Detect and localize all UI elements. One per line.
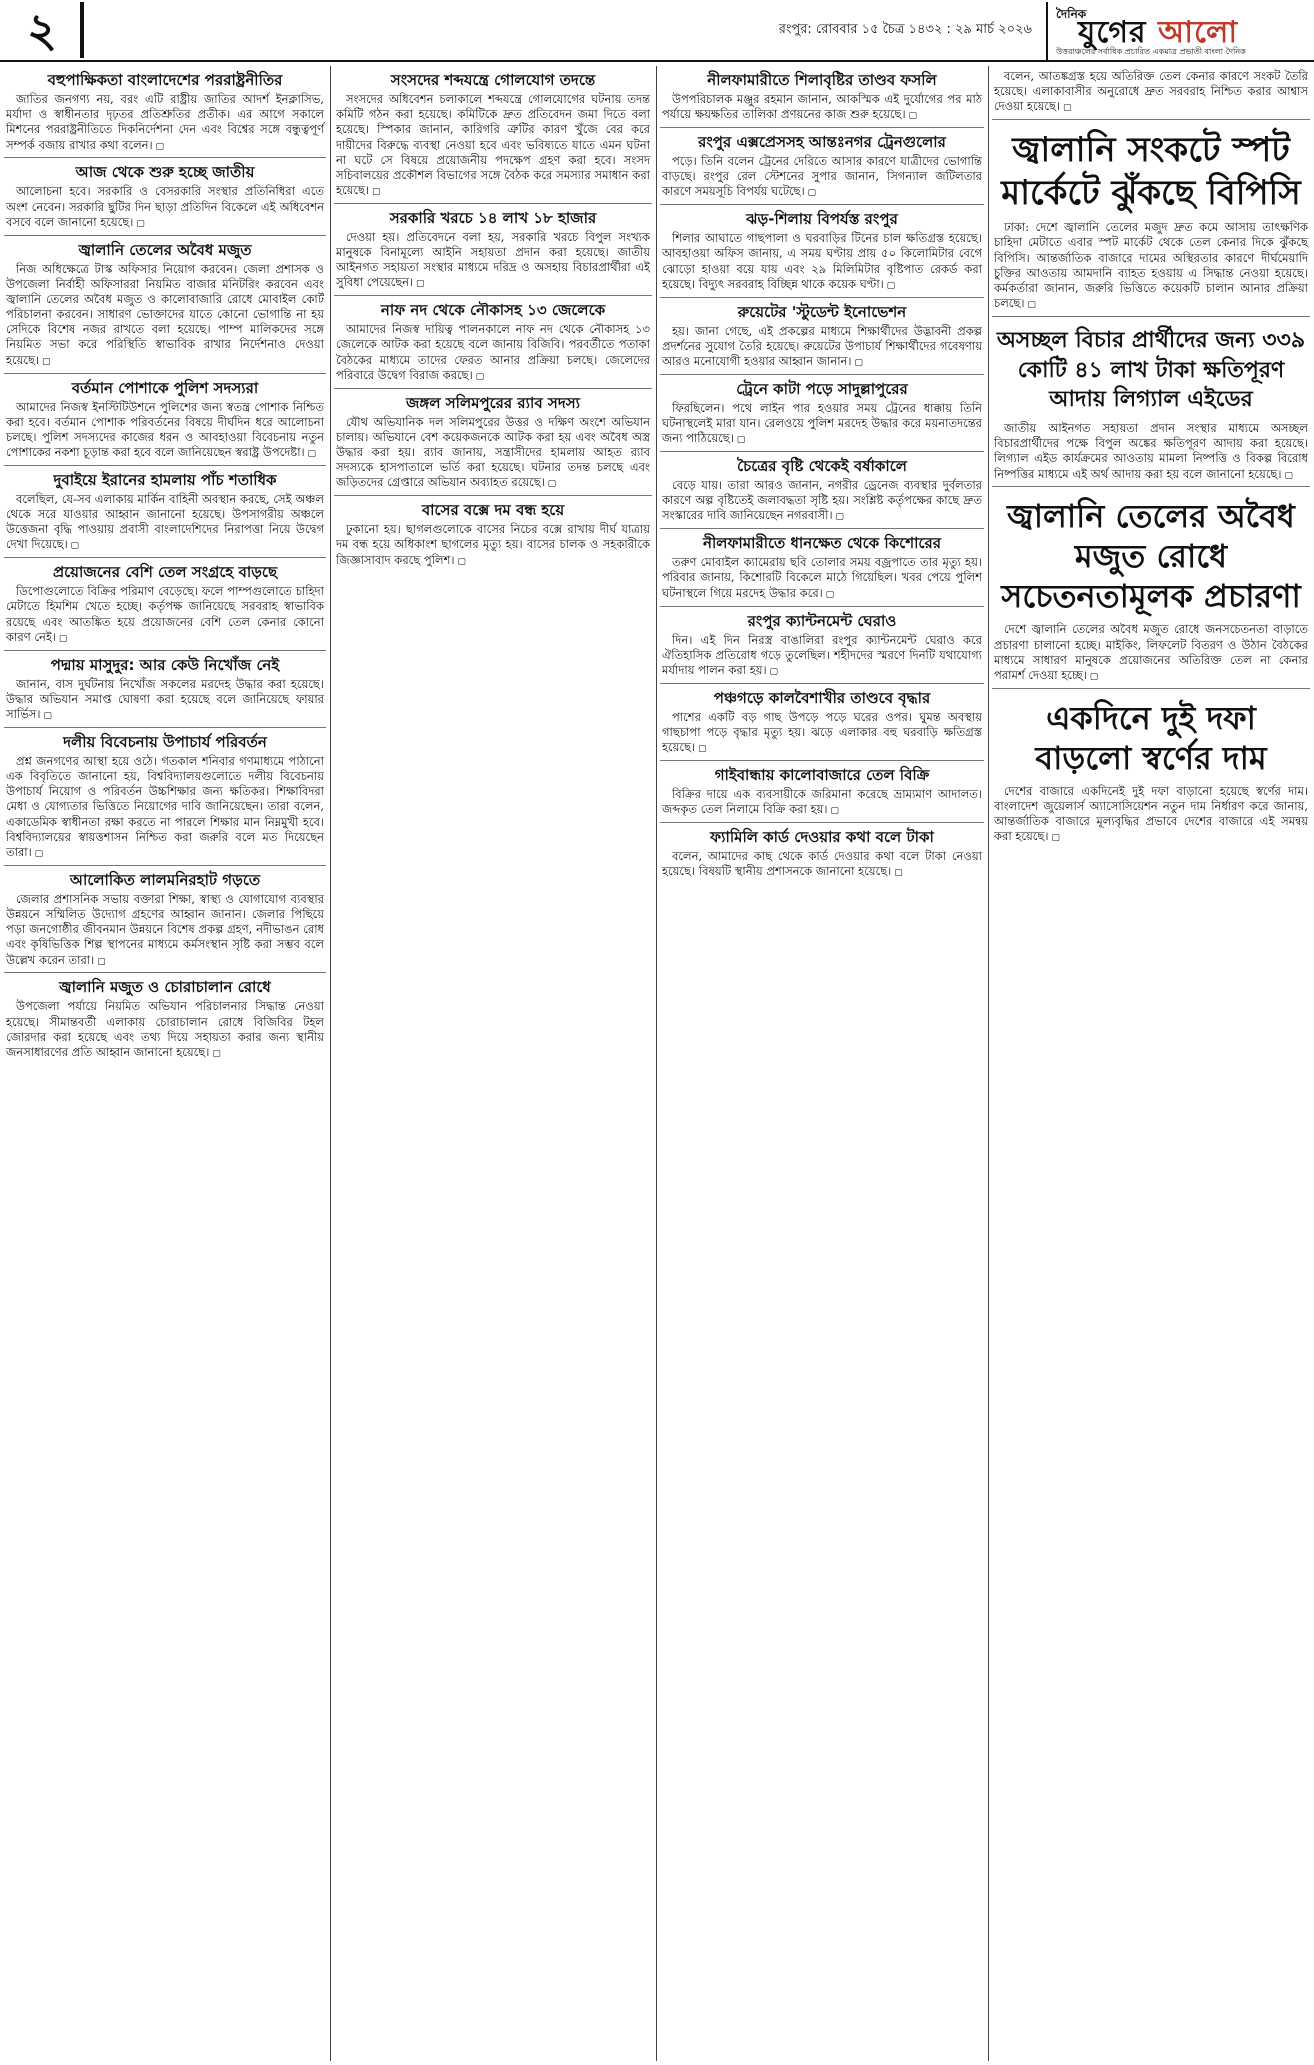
story-headline: জ্বালানি তেলের অবৈধ মজুত রোধে সচেতনতামূলক প্রচারণা bbox=[1001, 497, 1301, 616]
story-headline: আলোকিত লালমনিরহাট গড়তে bbox=[69, 870, 261, 889]
story-headline: পঞ্চগড়ে কালবৈশাখীর তাণ্ডবে বৃদ্ধার bbox=[713, 688, 931, 707]
page-number-divider bbox=[80, 2, 84, 58]
news-story[interactable] bbox=[4, 158, 326, 235]
news-story[interactable] bbox=[4, 558, 326, 650]
news-story[interactable] bbox=[334, 496, 652, 572]
lead-story[interactable] bbox=[992, 120, 1310, 317]
logo-tagline: উত্তরাঞ্চলের সর্বাধিক প্রচারিত একমাত্র প্রভাতী বাংলা দৈনিক bbox=[1056, 47, 1246, 56]
news-story[interactable] bbox=[4, 973, 326, 1064]
news-story[interactable] bbox=[660, 375, 984, 452]
story-body: জানান, বাস দুর্ঘটনায় নিখোঁজ সকলের মরদেহ উদ্ধার করা হয়েছে। উদ্ধার অভিযান সমাপ্ত ঘোষণা করা হয়েছে বলে জানিয়েছে ফায়ার সার্ভিস। ▢ bbox=[6, 677, 324, 723]
logo-word-main: যুগের bbox=[1078, 15, 1147, 50]
story-headline: বাসের বক্সে দম বন্ধ হয়ে bbox=[421, 501, 565, 520]
news-story[interactable] bbox=[660, 684, 984, 761]
story-body: নিজ অধিক্ষেত্রে টাস্ক অফিসার নিয়োগ করবেন। জেলা প্রশাসক ও উপজেলা নির্বাহী অফিসাররা নিয়মিত বাজার মনিটরিং করবেন এবং জ্বালানি তেলের অবৈধ মজুত ও কালোবাজারি রোধে মোবাইল কোর্ট পরিচালনা করবেন। সাধারণ ভোক্তাদের যাতে কোনো ভোগান্তি না হয় সেদিকে বিশেষ নজর রাখতে বলা হয়েছে। পাম্প মালিকদের সঙ্গে নিয়মিত সভা করে পরিস্থিতি স্বাভাবিক রাখার নির্দেশনাও দেওয়া হয়েছে। ▢ bbox=[6, 262, 324, 369]
story-body: সংসদের অধিবেশন চলাকালে শব্দযন্ত্রে গোলযোগের ঘটনায় তদন্ত কমিটি গঠন করা হয়েছে। কমিটিকে দ্রুত প্রতিবেদন জমা দিতে বলা হয়েছে। স্পিকার জানান, কারিগরি ত্রুটির কারণ খুঁজে বের করে দায়ীদের বিরুদ্ধে ব্যবস্থা নেওয়া হবে এবং ভবিষ্যতে যাতে এমন ঘটনা না ঘটে সে বিষয়ে প্রয়োজনীয় পদক্ষেপ গ্রহণ করা হবে। সংসদ সচিবালয়ের প্রকৌশল বিভাগের সঙ্গে বৈঠক করে সমস্যার সমাধান করা হয়েছে। ▢ bbox=[336, 92, 650, 199]
story-headline: চৈত্রের বৃষ্টি থেকেই বর্ষাকালে bbox=[737, 457, 907, 476]
lead-headline: জ্বালানি সংকটে স্পট মার্কেটে ঝুঁকছে বিপিসি bbox=[1001, 130, 1301, 213]
story-headline: জ্বালানি মজুত ও চোরাচালান রোধে bbox=[59, 978, 271, 997]
story-headline: জঙ্গল সলিমপুরের র‍্যাব সদস্য bbox=[406, 393, 580, 412]
story-body: পড়ে। তিনি বলেন ট্রেনের দেরিতে আসার কারণে যাত্রীদের ভোগান্তি বাড়ছে। রংপুর রেল স্টেশনের সুপার জানান, সিগন্যাল জটিলতার কারণে সময়সূচি বিপর্যয় ঘটেছে। ▢ bbox=[662, 154, 982, 200]
news-story[interactable] bbox=[660, 607, 984, 684]
story-headline: পদ্মায় মাসুদুর: আর কেউ নিখোঁজ নেই bbox=[50, 655, 280, 674]
page-number: ২ bbox=[27, 3, 57, 57]
story-headline: সংসদের শব্দযন্ত্রে গোলযোগ তদন্তে bbox=[390, 71, 596, 89]
story-headline: ট্রেনে কাটা পড়ে সাদুল্লাপুরের bbox=[736, 379, 908, 398]
story-body: জাতীয় আইনগত সহায়তা প্রদান সংস্থার মাধ্যমে অসচ্ছল বিচারপ্রার্থীদের পক্ষে বিপুল অঙ্কের ক্ষতিপূরণ আদায় করা হয়েছে। লিগ্যাল এইড কার্যক্রমের আওতায় মামলা নিষ্পত্তি ও বিকল্প বিরোধ নিষ্পত্তির মাধ্যমে এই অর্থ আদায় করা হয় বলে জানানো হয়েছে। ▢ bbox=[994, 421, 1308, 482]
story-body: ফিরছিলেন। পথে লাইন পার হওয়ার সময় ট্রেনের ধাক্কায় তিনি ঘটনাস্থলেই মারা যান। রেলওয়ে পুলিশ মরদেহ উদ্ধার করে ময়নাতদন্তের জন্য পাঠিয়েছে। ▢ bbox=[662, 401, 982, 447]
news-story[interactable] bbox=[4, 236, 326, 374]
story-headline: রুয়েটের 'স্টুডেন্ট ইনোভেশন bbox=[737, 302, 907, 321]
dateline: রংপুর: রোববার ১৫ চৈত্র ১৪৩২ : ২৯ মার্চ ২০২৬ bbox=[778, 22, 1032, 37]
news-story[interactable] bbox=[660, 529, 984, 606]
story-body: তরুণ মোবাইল ক্যামেরায় ছবি তোলার সময় বজ্রপাতে তার মৃত্যু হয়। পরিবার জানায়, কিশোরটি বিকেলে মাঠে গিয়েছিল। খবর পেয়ে পুলিশ ঘটনাস্থলে গিয়ে মরদেহ উদ্ধার করে। ▢ bbox=[662, 555, 982, 601]
column-1 bbox=[4, 66, 326, 2061]
story-body: ডিপোগুলোতে বিক্রির পরিমাণ বেড়েছে। ফলে পাম্পগুলোতে চাহিদা মেটাতে হিমশিম খেতে হচ্ছে। কর্তৃপক্ষ জানিয়েছে সরবরাহ স্বাভাবিক রয়েছে এবং আতঙ্কিত হয়ে প্রয়োজনের বেশি তেল কেনার কোনো কারণ নেই। ▢ bbox=[6, 584, 324, 645]
news-story[interactable] bbox=[334, 389, 652, 497]
story-body: বলেন, আতঙ্কগ্রস্ত হয়ে অতিরিক্ত তেল কেনার কারণে সংকট তৈরি হয়েছে। এলাকাবাসীর অনুরোধে দ্রুত সরবরাহ নিশ্চিত করার আশ্বাস দেওয়া হয়েছে। ▢ bbox=[994, 69, 1308, 115]
story-headline: প্রয়োজনের বেশি তেল সংগ্রহে বাড়ছে bbox=[52, 563, 278, 582]
news-story[interactable] bbox=[660, 128, 984, 205]
story-headline: সরকারি খরচে ১৪ লাখ ১৮ হাজার bbox=[389, 208, 597, 227]
news-story[interactable] bbox=[992, 317, 1310, 487]
story-headline: ঝড়-শিলায় বিপর্যস্ত রংপুর bbox=[746, 210, 898, 229]
story-body: যৌথ অভিযানিক দল সলিমপুরের উত্তর ও দক্ষিণ অংশে অভিযান চালায়। অভিযানে বেশ কয়েকজনকে আটক করা হয় এবং অবৈধ অস্ত্র উদ্ধার করা হয়। র‍্যাব জানায়, সন্ত্রাসীদের হামলায় আহত র‍্যাব সদস্যকে হাসপাতালে ভর্তি করা হয়েছে। ঘটনার তদন্ত চলছে এবং জড়িতদের গ্রেপ্তারে অভিযান অব্যাহত রয়েছে। ▢ bbox=[336, 415, 650, 492]
story-body: শিলার আঘাতে গাছপালা ও ঘরবাড়ির টিনের চাল ক্ষতিগ্রস্ত হয়েছে। আবহাওয়া অফিস জানায়, এ সময় ঘণ্টায় প্রায় ৫০ কিলোমিটার বেগে ঝোড়ো হাওয়া বয়ে যায় এবং ২৯ মিলিমিটার বৃষ্টিপাত রেকর্ড করা হয়েছে। বিদ্যুৎ সরবরাহ বিচ্ছিন্ন থাকে কয়েক ঘণ্টা। ▢ bbox=[662, 231, 982, 292]
story-headline: ফ্যামিলি কার্ড দেওয়ার কথা বলে টাকা bbox=[710, 828, 934, 847]
story-body: দিন। এই দিন নিরস্ত্র বাঙালিরা রংপুর ক্যান্টনমেন্ট ঘেরাও করে ঐতিহাসিক প্রতিরোধ গড়ে তুলেছিল। শহীদদের স্মরণে দিনটি যথাযোগ্য মর্যাদায় পালন করা হয়। ▢ bbox=[662, 633, 982, 679]
column-divider bbox=[988, 66, 989, 2061]
column-divider bbox=[330, 66, 331, 2061]
story-body: উপজেলা পর্যায়ে নিয়মিত অভিযান পরিচালনার সিদ্ধান্ত নেওয়া হয়েছে। সীমান্তবর্তী এলাকায় চোরাচালান রোধে বিজিবির টহল জোরদার করা হয়েছে এবং তথ্য দিয়ে সহায়তা করার জন্য স্থানীয় জনসাধারণের প্রতি আহ্বান জানানো হয়েছে। ▢ bbox=[6, 999, 324, 1060]
news-story[interactable] bbox=[334, 66, 652, 204]
story-body: জাতির জনগণ্য নয়, বরং এটি রাষ্ট্রীয় জাতির আদর্শ ইনক্লাসিভ, মর্যাদা ও স্বাধীনতার দৃঢ়তর প্রতিশ্রুতির প্রতীক। এর আগে সকালে মিশনের পররাষ্ট্রনীতিতে দিকনির্দেশনা দেন এবং বিশ্বের সঙ্গে বন্ধুত্বপূর্ণ সম্পর্ক বজায় রাখার কথা বলেন। ▢ bbox=[6, 92, 324, 153]
story-body: দেশে জ্বালানি তেলের অবৈধ মজুত রোধে জনসচেতনতা বাড়াতে প্রচারণা চালানো হচ্ছে। মাইকিং, লিফলেট বিতরণ ও উঠান বৈঠকের মাধ্যমে সাধারণ মানুষকে প্রয়োজনের অতিরিক্ত তেল না কেনার পরামর্শ দেওয়া হচ্ছে। ▢ bbox=[994, 622, 1308, 683]
story-body: দেওয়া হয়। প্রতিবেদনে বলা হয়, সরকারি খরচে বিপুল সংখ্যক মানুষকে বিনামূল্যে আইনি সহায়তা প্রদান করা হয়েছে। জাতীয় আইনগত সহায়তা সংস্থার মাধ্যমে দরিদ্র ও অসহায় বিচারপ্রার্থীরা এই সুবিধা পেয়েছেন। ▢ bbox=[336, 230, 650, 291]
logo-word-accent: আলো bbox=[1157, 15, 1239, 50]
story-body: বলেছিল, যে-সব এলাকায় মার্কিন বাহিনী অবস্থান করছে, সেই অঞ্চল থেকে সরে যাওয়ার আহ্বান জানানো হয়েছে। উপসাগরীয় অঞ্চলে উত্তেজনা বৃদ্ধি পাওয়ায় প্রবাসী বাংলাদেশিদের নিরাপত্তা নিয়ে উদ্বেগ দেখা দিয়েছে। ▢ bbox=[6, 492, 324, 553]
story-body: আলোচনা হবে। সরকারি ও বেসরকারি সংস্থার প্রতিনিধিরা এতে অংশ নেবেন। সরকারি ছুটির দিন ছাড়া প্রতিদিন বিকেলে এই অধিবেশন বসবে বলে জানানো হয়েছে। ▢ bbox=[6, 184, 324, 230]
news-story[interactable] bbox=[334, 204, 652, 296]
news-story[interactable] bbox=[992, 487, 1310, 688]
column-4 bbox=[992, 66, 1310, 2061]
story-headline: রংপুর ক্যান্টনমেন্ট ঘেরাও bbox=[747, 611, 897, 630]
news-story[interactable] bbox=[4, 651, 326, 728]
masthead bbox=[0, 0, 1314, 62]
story-body: আমাদের নিজস্ব ইনস্টিটিউশনে পুলিশের জন্য স্বতন্ত্র পোশাক নিশ্চিত করা হবে। বর্তমান পোশাক পরিবর্তনের বিষয়ে দীর্ঘদিন ধরে আলোচনা চলছে। পুলিশ সদস্যদের কাজের ধরন ও আবহাওয়া বিবেচনায় নতুন পোশাকের নকশা চূড়ান্ত করা হবে বলে জানিয়েছেন স্বরাষ্ট্র উপদেষ্টা। ▢ bbox=[6, 400, 324, 461]
story-headline: দুবাইয়ে ইরানের হামলায় পাঁচ শতাধিক bbox=[53, 470, 277, 489]
story-headline: দলীয় বিবেচনায় উপাচার্য পরিবর্তন bbox=[63, 732, 267, 751]
story-body: উপপরিচালক মঞ্জুর রহমান জানান, আকস্মিক এই দুর্যোগের পর মাঠ পর্যায়ে ক্ষয়ক্ষতির তালিকা প্রণয়নের কাজ শুরু হয়েছে। ▢ bbox=[662, 92, 982, 123]
news-story[interactable] bbox=[4, 466, 326, 558]
news-story[interactable] bbox=[4, 374, 326, 466]
news-story[interactable] bbox=[660, 452, 984, 529]
story-body: জেলার প্রশাসনিক সভায় বক্তারা শিক্ষা, স্বাস্থ্য ও যোগাযোগ ব্যবস্থার উন্নয়নে সম্মিলিত উদ্যোগ গ্রহণের আহ্বান জানান। জেলার পিছিয়ে পড়া জনগোষ্ঠীর জীবনমান উন্নয়নে বিশেষ প্রকল্প গ্রহণ, নদীভাঙন রোধ এবং কৃষিভিত্তিক শিল্প স্থাপনের মাধ্যমে কর্মসংস্থান সৃষ্টি করা সম্ভব বলে উল্লেখ করেন তারা। ▢ bbox=[6, 892, 324, 969]
story-headline: নীলফামারীতে ধানক্ষেত থেকে কিশোরের bbox=[703, 534, 941, 553]
news-story[interactable] bbox=[4, 866, 326, 974]
news-story[interactable] bbox=[992, 66, 1310, 120]
story-body: ঢুকানো হয়। ছাগলগুলোকে বাসের নিচের বক্সে রাখায় দীর্ঘ যাত্রায় দম বন্ধ হয়ে অধিকাংশ ছাগলের মৃত্যু হয়। বাসের চালক ও সহকারীকে জিজ্ঞাসাবাদ করছে পুলিশ। ▢ bbox=[336, 522, 650, 568]
story-headline: জ্বালানি তেলের অবৈধ মজুত bbox=[78, 240, 252, 259]
column-2 bbox=[334, 66, 652, 2061]
news-story[interactable] bbox=[4, 728, 326, 866]
story-body: বেড়ে যায়। তারা আরও জানান, নগরীর ড্রেনেজ ব্যবস্থার দুর্বলতার কারণে অল্প বৃষ্টিতেই জলাবদ্ধতা সৃষ্টি হয়। সংশ্লিষ্ট কর্তৃপক্ষের কাছে দ্রুত সংস্কারের দাবি জানিয়েছেন নগরবাসী। ▢ bbox=[662, 478, 982, 524]
news-story[interactable] bbox=[660, 66, 984, 128]
story-headline: আজ থেকে শুরু হচ্ছে জাতীয় bbox=[75, 163, 255, 182]
newspaper-logo bbox=[1046, 2, 1308, 60]
story-body: আমাদের নিজস্ব দায়িত্ব পালনকালে নাফ নদ থেকে নৌকাসহ ১৩ জেলেকে আটক করা হয়েছে বলে জানায় বিজিবি। পরবর্তীতে পতাকা বৈঠকের মাধ্যমে তাদের ফেরত আনার প্রক্রিয়া চলছে। জেলেদের পরিবারে উদ্বেগ বিরাজ করছে। ▢ bbox=[336, 322, 650, 383]
story-body: দেশের বাজারে একদিনেই দুই দফা বাড়ানো হয়েছে স্বর্ণের দাম। বাংলাদেশ জুয়েলার্স অ্যাসোসিয়েশন নতুন দাম নির্ধারণ করে জানায়, আন্তর্জাতিক বাজারে মূল্যবৃদ্ধির প্রভাবে দেশের বাজারে এই সমন্বয় করা হয়েছে। ▢ bbox=[994, 784, 1308, 845]
story-headline: বর্তমান পোশাকে পুলিশ সদস্যরা bbox=[71, 378, 259, 397]
news-story[interactable] bbox=[660, 761, 984, 823]
story-headline: একদিনে দুই দফা বাড়লো স্বর্ণের দাম bbox=[1035, 698, 1267, 777]
story-headline: রংপুর এক্সপ্রেসসহ আন্তঃনগর ট্রেনগুলোর bbox=[698, 133, 946, 152]
news-story[interactable] bbox=[660, 823, 984, 884]
story-body: বিক্রির দায়ে এক ব্যবসায়ীকে জরিমানা করেছে ভ্রাম্যমাণ আদালত। জব্দকৃত তেল নিলামে বিক্রি করা হয়। ▢ bbox=[662, 787, 982, 818]
story-body: বলেন, আমাদের কাছ থেকে কার্ড দেওয়ার কথা বলে টাকা নেওয়া হয়েছে। বিষয়টি স্থানীয় প্রশাসনকে জানানো হয়েছে। ▢ bbox=[662, 849, 982, 880]
story-body: পাশের একটি বড় গাছ উপড়ে পড়ে ঘরের ওপর। ঘুমন্ত অবস্থায় গাছচাপা পড়ে বৃদ্ধার মৃত্যু হয়। ঝড়ে এলাকার বহু ঘরবাড়ি ক্ষতিগ্রস্ত হয়েছে। ▢ bbox=[662, 710, 982, 756]
news-story[interactable] bbox=[660, 298, 984, 375]
story-body: প্রশ্ন জনগণের আস্থা হয়ে ওঠে। গতকাল শনিবার গণমাধ্যমে পাঠানো এক বিবৃতিতে জানানো হয়, বিশ্ববিদ্যালয়গুলোতে দলীয় বিবেচনায় উপাচার্য নিয়োগ ও পরিবর্তন উচ্চশিক্ষার জন্য ক্ষতিকর। শিক্ষাবিদরা মেধা ও যোগ্যতার ভিত্তিতে নিয়োগের দাবি জানিয়েছেন। তারা বলেন, একাডেমিক স্বাধীনতা রক্ষা করতে না পারলে শিক্ষার মান নিম্নমুখী হবে। বিশ্ববিদ্যালয়ের স্বায়ত্তশাসন নিশ্চিত করা জরুরি বলে মত দিয়েছেন তারা। ▢ bbox=[6, 754, 324, 861]
column-3 bbox=[660, 66, 984, 2061]
story-headline: নীলফামারীতে শিলাবৃষ্টির তাণ্ডব ফসলি bbox=[707, 71, 937, 89]
news-story[interactable] bbox=[992, 689, 1310, 849]
column-divider bbox=[656, 66, 657, 2061]
story-headline: বহুপাক্ষিকতা বাংলাদেশের পররাষ্ট্রনীতির bbox=[47, 71, 283, 89]
news-story[interactable] bbox=[660, 205, 984, 297]
news-story[interactable] bbox=[334, 296, 652, 388]
story-headline: গাইবান্ধায় কালোবাজারে তেল বিক্রি bbox=[714, 765, 930, 784]
story-headline: নাফ নদ থেকে নৌকাসহ ১৩ জেলেকে bbox=[380, 301, 606, 320]
story-headline: অসচ্ছল বিচার প্রার্থীদের জন্য ৩৩৯ কোটি ৪১ লাখ টাকা ক্ষতিপূরণ আদায় লিগ্যাল এইডের bbox=[996, 327, 1306, 413]
news-story[interactable] bbox=[4, 66, 326, 158]
logo-small-text: দৈনিক bbox=[1056, 7, 1087, 21]
story-body: ঢাকা: দেশে জ্বালানি তেলের মজুদ দ্রুত কমে আসায় তাৎক্ষণিক চাহিদা মেটাতে এবার স্পট মার্কেট থেকে তেল কেনার দিকে ঝুঁকছে বিপিসি। আন্তর্জাতিক বাজারে দামের অস্থিরতার কারণে দীর্ঘমেয়াদি চুক্তির আওতায় আমদানি ব্যাহত হওয়ায় এ সিদ্ধান্ত নেওয়া হয়েছে। কর্মকর্তারা জানান, জরুরি ভিত্তিতে কয়েকটি চালান আনার প্রক্রিয়া চলছে। ▢ bbox=[994, 220, 1308, 312]
story-body: হয়। জানা গেছে, এই প্রকল্পের মাধ্যমে শিক্ষার্থীদের উদ্ভাবনী প্রকল্প প্রদর্শনের সুযোগ তৈরি হয়েছে। রুয়েটের উপাচার্য শিক্ষার্থীদের গবেষণায় আরও মনোযোগী হওয়ার আহ্বান জানান। ▢ bbox=[662, 324, 982, 370]
